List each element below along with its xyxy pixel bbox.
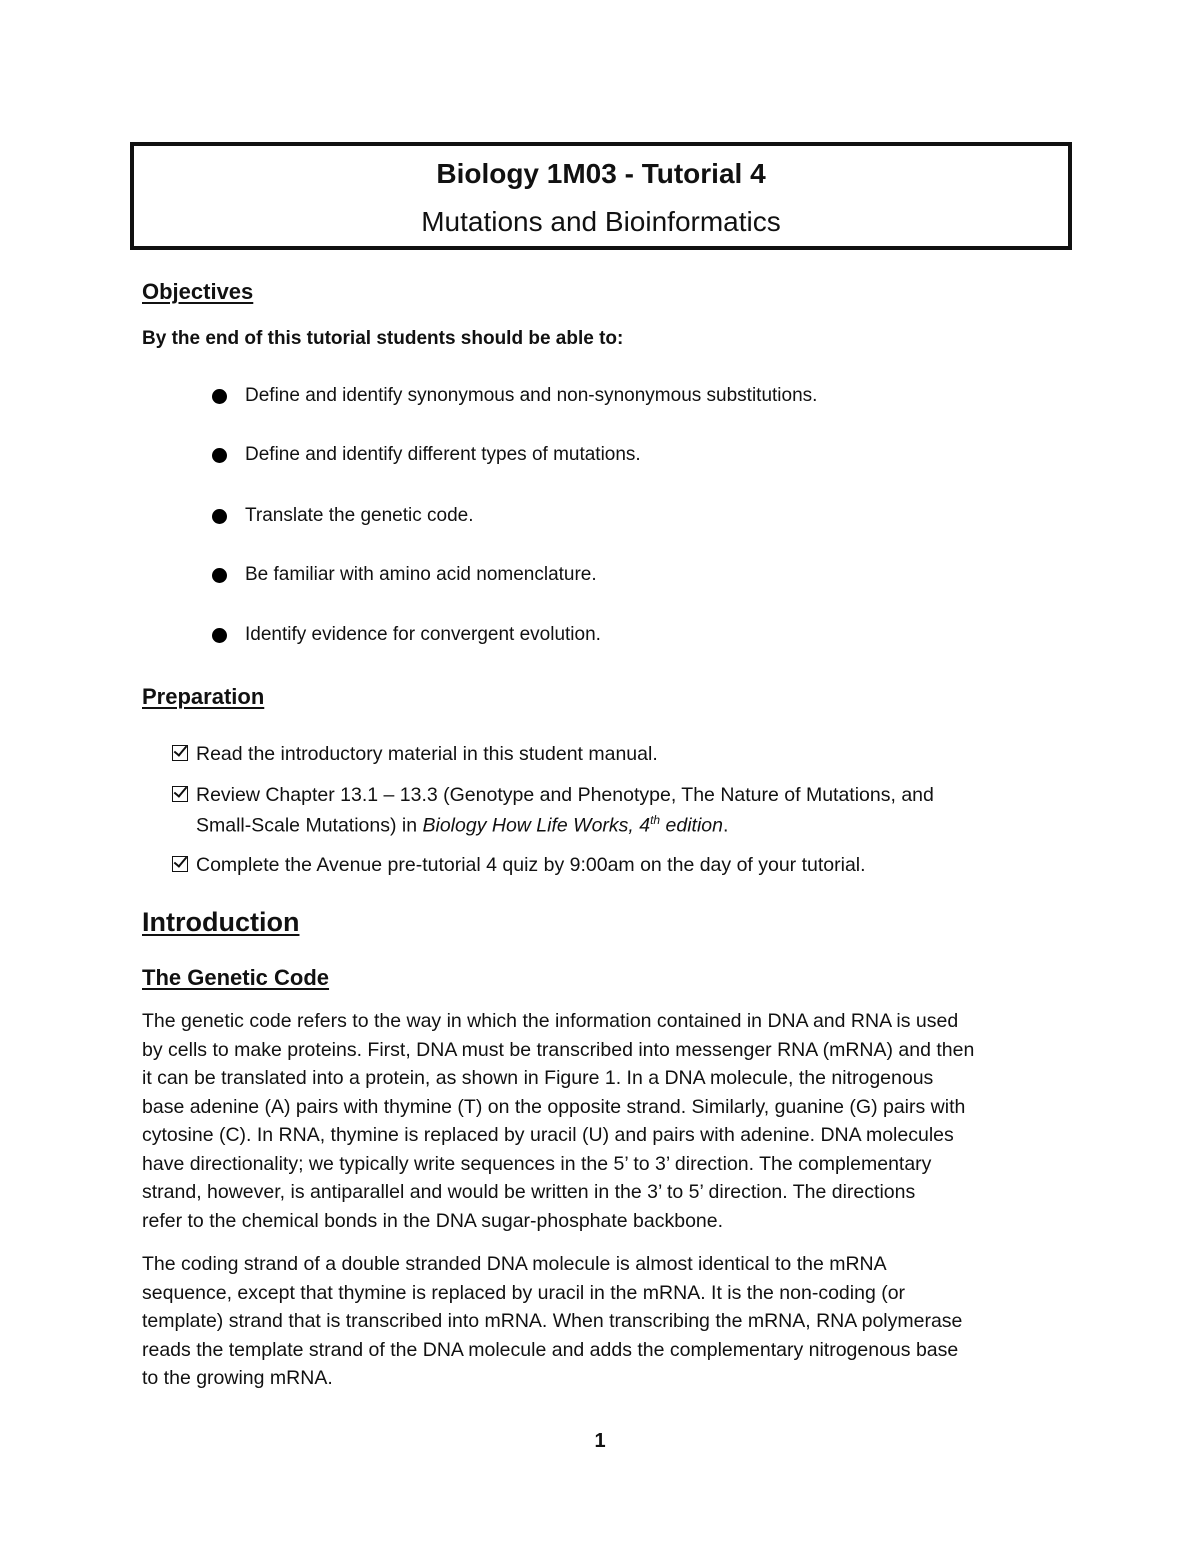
- checkbox-checked-icon: [172, 856, 188, 872]
- bullet-icon: [212, 568, 227, 583]
- bullet-icon: [212, 389, 227, 404]
- objective-text: Be familiar with amino acid nomenclature.: [245, 564, 597, 585]
- objective-item: [212, 442, 641, 468]
- objectives-heading: Objectives: [142, 279, 254, 304]
- introduction-heading: Introduction: [142, 907, 300, 937]
- objectives-lead: By the end of this tutorial students should be able to:: [142, 328, 624, 349]
- preparation-text: Complete the Avenue pre-tutorial 4 quiz by 9:00am on the day of your tutorial.: [196, 854, 866, 876]
- bullet-icon: [212, 628, 227, 643]
- bullet-icon: [212, 509, 227, 524]
- objective-item: [212, 622, 601, 648]
- preparation-item: [172, 781, 934, 810]
- objective-text: Translate the genetic code.: [245, 505, 474, 526]
- paragraph: The genetic code refers to the way in which the information contained in DNA and RNA is used by cells to make proteins. First, DNA must be transcribed into messenger RNA (mRNA) and then it can be translated into a protein, as shown in Figure 1. In a DNA molecule, the nitrogenous base adenine (A) pairs with thymine (T) on the opposite strand. Similarly, guanine (G) pairs with cytosine (C). In RNA, thymine is replaced by uracil (U) and pairs with adenine. DNA molecules have directionality; we typically write sequences in the 5’ to 3’ direction. The complementary strand, however, is antiparallel and would be written in the 3’ to 5’ direction. The directions refer to the chemical bonds in the DNA sugar-phosphate backbone.: [142, 1010, 975, 1232]
- preparation-item-continuation: Small-Scale Mutations) in Biology How Life Works, 4th edition.: [196, 813, 729, 837]
- checkbox-checked-icon: [172, 786, 188, 802]
- document-title: Biology 1M03 - Tutorial 4: [436, 158, 766, 189]
- preparation-item: [172, 851, 866, 880]
- bullet-icon: [212, 448, 227, 463]
- preparation-item: [172, 740, 658, 769]
- document-subtitle: Mutations and Bioinformatics: [421, 206, 781, 237]
- objective-text: Identify evidence for convergent evolution.: [245, 624, 601, 645]
- page-number: 1: [594, 1430, 606, 1452]
- objective-text: Define and identify synonymous and non-synonymous substitutions.: [245, 385, 818, 406]
- objective-text: Define and identify different types of mutations.: [245, 444, 641, 465]
- preparation-text: Review Chapter 13.1 – 13.3 (Genotype and Phenotype, The Nature of Mutations, and: [196, 784, 934, 806]
- genetic-code-heading: The Genetic Code: [142, 965, 330, 990]
- checkbox-checked-icon: [172, 745, 188, 761]
- preparation-heading: Preparation: [142, 684, 265, 709]
- textbook-title: Biology How Life Works: [422, 814, 629, 837]
- preparation-text: Read the introductory material in this student manual.: [196, 743, 658, 765]
- objective-item: [212, 503, 474, 529]
- title-box: [130, 142, 1072, 250]
- objective-item: [212, 562, 597, 588]
- paragraph: The coding strand of a double stranded DNA molecule is almost identical to the mRNA sequence, except that thymine is replaced by uracil in the mRNA. It is the non-coding (or template) strand that is transcribed into mRNA. When transcribing the mRNA, RNA polymerase reads the template strand of the DNA molecule and adds the complementary nitrogenous base to the growing mRNA.: [142, 1253, 963, 1389]
- objective-item: [212, 383, 817, 409]
